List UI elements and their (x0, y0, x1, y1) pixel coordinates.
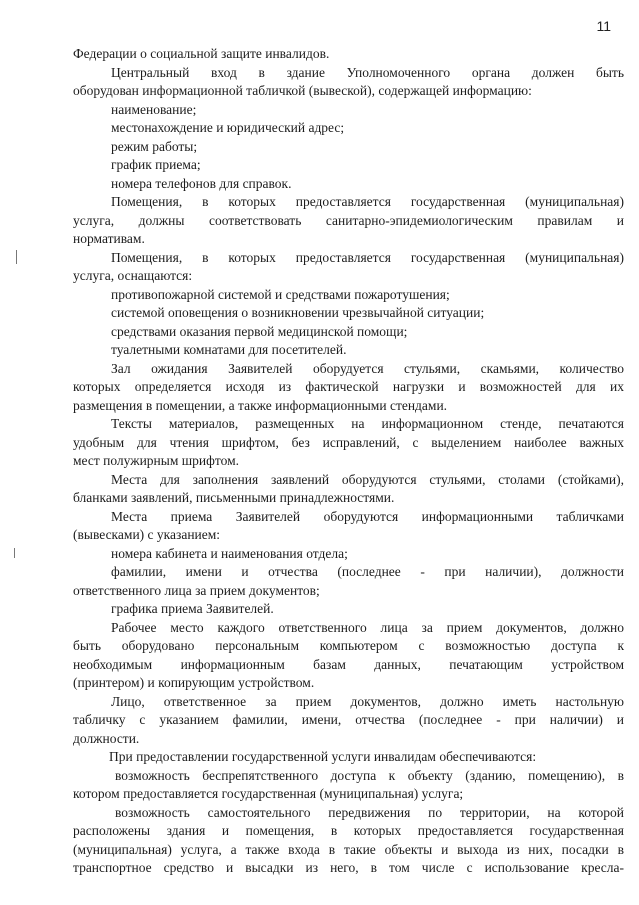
paragraph-line: табличку с указанием фамилии, имени, отчества (последнее - при наличии) и (73, 712, 624, 727)
paragraph-line: При предоставлении государственной услуги инвалидам обеспечиваются: (109, 749, 537, 764)
paragraph-line: возможность самостоятельного передвижения по территории, на которой (115, 804, 624, 820)
paragraph-line: (принтером) и копирующим устройством. (73, 675, 315, 690)
paragraph-line: быть оборудовано персональным компьютером с возможностью доступа к (73, 638, 624, 653)
paragraph-line: услуга, должны соответствовать санитарно-эпидемиологическим правилам и (73, 212, 624, 228)
paragraph-line: ответственного лица за прием документов; (73, 582, 320, 598)
paragraph-line: фамилии, имени и отчества (последнее - при наличии), должности (111, 564, 624, 579)
page-number: 11 (596, 18, 611, 34)
paragraph-line: Помещения, в которых предоставляется государственная (муниципальная) (111, 194, 624, 209)
paragraph-line: наименование; (111, 101, 197, 117)
paragraph-line: (вывесками) с указанием: (73, 527, 221, 542)
paragraph-line: Рабочее место каждого ответственного лица за прием документов, должно (111, 619, 624, 635)
paragraph-line: транспортное средство и высадки из него, в том числе с использование кресла- (73, 860, 624, 875)
paragraph-line: которых определяется исходя из фактической нагрузки и возможностей для их (73, 379, 624, 394)
scan-edge-mark (16, 250, 17, 264)
paragraph-line: средствами оказания первой медицинской помощи; (111, 323, 408, 339)
paragraph-line: возможность беспрепятственного доступа к объекту (зданию, помещению), в (115, 767, 624, 783)
paragraph-line: котором предоставляется государственная (муниципальная) услуга; (73, 786, 464, 801)
paragraph-line: Помещения, в которых предоставляется государственная (муниципальная) (111, 249, 624, 265)
paragraph-line: Зал ожидания Заявителей оборудуется стульями, скамьями, количество (111, 360, 624, 376)
paragraph-line: график приема; (111, 157, 201, 172)
paragraph-line: Тексты материалов, размещенных на информационном стенде, печатаются (111, 416, 624, 431)
paragraph-line: Лицо, ответственное за прием документов, должно иметь настольную (111, 693, 624, 709)
paragraph-line: местонахождение и юридический адрес; (111, 120, 345, 135)
paragraph-line: размещения в помещении, а также информационными стендами. (73, 397, 448, 413)
paragraph-line: необходимым информационным базам данных, печатающим устройством (73, 656, 624, 672)
paragraph-line: номера кабинета и наименования отдела; (111, 545, 348, 561)
paragraph-line: удобным для чтения шрифтом, без исправлений, с выделением наиболее важных (73, 434, 624, 450)
scan-edge-mark (14, 548, 15, 558)
paragraph-line: Федерации о социальной защите инвалидов. (73, 46, 330, 61)
paragraph-line: мест полужирным шрифтом. (73, 453, 240, 468)
paragraph-line: Центральный вход в здание Уполномоченного органа должен быть (111, 64, 624, 80)
paragraph-line: услуга, оснащаются: (73, 268, 193, 283)
paragraph-line: режим работы; (111, 138, 198, 154)
paragraph-line: номера телефонов для справок. (111, 175, 292, 191)
paragraph-line: туалетными комнатами для посетителей. (111, 342, 347, 357)
paragraph-line: должности. (73, 730, 140, 746)
paragraph-line: Места для заполнения заявлений оборудуются стульями, столами (стойками), (111, 471, 624, 487)
paragraph-line: противопожарной системой и средствами пожаротушения; (111, 286, 450, 302)
paragraph-line: расположены здания и помещения, в которых предоставляется государственная (73, 823, 624, 838)
paragraph-line: Места приема Заявителей оборудуются информационными табличками (111, 508, 624, 524)
paragraph-line: нормативам. (73, 231, 145, 246)
paragraph-line: бланками заявлений, письменными принадлежностями. (73, 490, 395, 505)
document-body (73, 45, 624, 878)
paragraph-line: оборудован информационной табличкой (вывеской), содержащей информацию: (73, 83, 532, 98)
paragraph-line: (муниципальная) услуга, а также входа в такие объекты и выхода из них, посадки в (73, 841, 624, 857)
paragraph-line: системой оповещения о возникновении чрезвычайной ситуации; (111, 305, 485, 320)
paragraph-line: графика приема Заявителей. (111, 601, 274, 616)
